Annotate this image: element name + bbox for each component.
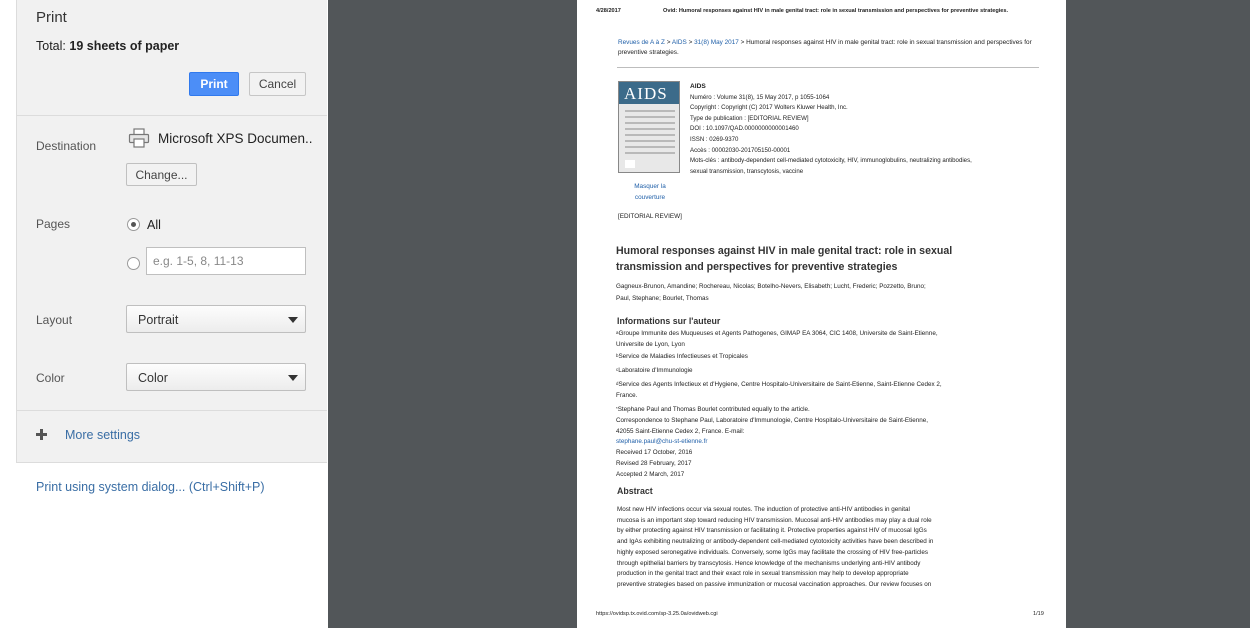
divider (16, 115, 327, 116)
email-link[interactable]: stephane.paul@chu-st-etienne.fr (616, 438, 708, 446)
print-title: Print (36, 9, 67, 26)
dropdown-arrow-icon (288, 375, 298, 381)
print-preview-page (577, 0, 1066, 628)
color-select-value: Color (138, 371, 168, 385)
divider (16, 462, 327, 463)
journal-cover-logo: AIDS (624, 84, 668, 103)
page-header-date: 4/28/2017 (596, 8, 621, 14)
abstract-line: highly exposed seronegative individuals. Conversely, some IgGs may facilitate the crossing of HIV free-particles (617, 548, 929, 556)
dropdown-arrow-icon (288, 317, 298, 323)
color-label: Color (36, 371, 65, 385)
color-select[interactable] (126, 363, 306, 391)
page-header-title: Ovid: Humoral responses against HIV in male genital tract: role in sexual transmission and perspectives for preventive strategies. (663, 8, 1009, 14)
pages-all-radio[interactable] (127, 218, 140, 231)
divider (16, 410, 327, 411)
abstract-line: by either protecting against HIV transmission or facilitating it. Protective properties against HIV of mucosal IgGs (617, 527, 927, 535)
abstract-line: and IgAs exhibiting neutralizing or antibody-dependent cell-mediated cytotoxicity activities have been described in (617, 538, 934, 546)
breadcrumb (618, 38, 1038, 58)
destination-printer-name: Microsoft XPS Documen.. (158, 131, 313, 146)
abstract-line: through epithelial barriers by transcytosis. Hence knowledge of the mechanisms underlying anti-HIV antibody (617, 559, 921, 567)
abstract-line: preventive strategies based on passive immunization or mucosal vaccination approaches. Our review focuses on (617, 580, 932, 588)
article-metadata (690, 82, 1040, 177)
breadcrumb-separator: > (666, 39, 671, 46)
meta-doi: DOI : 10.1097/QAD.0000000000001460 (690, 125, 799, 133)
author-info-heading: Informations sur l'auteur (617, 316, 721, 326)
affiliation-a: $^a$Groupe Immunite des Muqueuses et Agents Pathogenes, GIMAP EA 3064, CIC 1408, Universite de Saint-Etienne, Universite de Lyon, Lyon (616, 330, 938, 348)
breadcrumb-link-revues[interactable]: Revues de A à Z (618, 39, 665, 46)
meta-issue: Numéro : Volume 31(8), 15 May 2017, p 1055-1064 (690, 93, 830, 101)
affiliation-d: $^d$Service des Agents Infectieux et d'Hygiene, Centre Hospitalo-Universitaire de Saint-Etienne, Saint-Etienne Cedex 2, France. (616, 381, 942, 399)
abstract-line: Most new HIV infections occur via sexual routes. The induction of protective anti-HIV antibodies in genital (617, 506, 910, 513)
article-authors: Gagneux-Brunon, Amandine; Rochereau, Nicolas; Botelho-Nevers, Elisabeth; Lucht, Frederic; Pozzetto, Bruno; Paul, Stephane; Bourlet, Thomas (616, 283, 926, 302)
change-destination-button[interactable]: Change... (126, 163, 197, 186)
abstract-heading: Abstract (617, 486, 653, 496)
affiliation-b: $^b$Service de Maladies Infectieuses et Tropicales (616, 353, 748, 360)
meta-issn: ISSN : 0269-9370 (690, 135, 739, 143)
abstract-line: production in the genital tract and their exact role in sexual transmission may help to develop appropriate (617, 570, 909, 578)
meta-access: Accès : 00002030-201705150-00001 (690, 146, 791, 154)
printer-icon (128, 128, 150, 148)
meta-journal: AIDS (690, 83, 706, 90)
article-title: Humoral responses against HIV in male genital tract: role in sexual transmission and perspectives for preventive strategies (616, 245, 953, 273)
editorial-type: [EDITORIAL REVIEW] (618, 213, 682, 220)
cancel-button[interactable]: Cancel (249, 72, 306, 96)
plus-icon[interactable] (36, 429, 47, 440)
breadcrumb-current: Humoral responses against HIV in male genital tract: role in sexual transmission and perspectives for preventive strategies. (618, 39, 1032, 56)
divider (617, 67, 1039, 68)
more-settings-link[interactable]: More settings (65, 428, 141, 442)
system-dialog-link[interactable]: Print using system dialog... (Ctrl+Shift+P) (36, 480, 265, 494)
hide-cover-link[interactable]: Masquer la couverture (634, 183, 666, 201)
pages-all-label: All (147, 218, 161, 232)
breadcrumb-separator: > (740, 39, 745, 46)
total-sheets (36, 39, 179, 53)
page-footer-url: https://ovidsp.tx.ovid.com/sp-3.25.0a/ovidweb.cgi (596, 611, 718, 617)
affiliation-c: $^c$Laboratoire d'Immunologie (616, 367, 693, 374)
total-value: 19 sheets of paper (69, 39, 180, 53)
print-button[interactable]: Print (189, 72, 239, 96)
meta-copyright: Copyright : Copyright (C) 2017 Wolters Kluwer Health, Inc. (690, 104, 848, 112)
layout-select-value: Portrait (138, 313, 179, 327)
breadcrumb-separator: > (688, 39, 693, 46)
pages-custom-radio[interactable] (127, 257, 140, 270)
layout-select[interactable] (126, 305, 306, 333)
abstract-text (617, 505, 1007, 591)
meta-keywords: Mots-clés : antibody-dependent cell-mediated cytotoxicity, HIV, immunoglobulins, neutralizing antibodies, (690, 157, 972, 165)
breadcrumb-link-aids[interactable]: AIDS (671, 39, 687, 46)
breadcrumb-link-issue[interactable]: 31(8) May 2017 (694, 39, 739, 46)
journal-cover (618, 81, 680, 173)
pages-label: Pages (36, 217, 71, 231)
destination-label: Destination (36, 139, 97, 153)
meta-keywords-cont: sexual transmission, transcytosis, vaccine (690, 167, 804, 175)
layout-label: Layout (36, 313, 73, 327)
meta-type: Type de publication : [EDITORIAL REVIEW] (690, 114, 809, 122)
pages-custom-input[interactable] (146, 247, 306, 275)
correspondence-block: *Stephane Paul and Thomas Bourlet contributed equally to the article. Correspondence to Stephane Paul, Laboratoire d'Immunologie, Centre Hospitalo-Universitaire de Saint-Etienne, 42055 Saint-Etienne Cedex 2, France. E-mail: stephane.paul@chu-st-etienne.fr Received 17 October, 2016 Revised 28 February, 2017 Accepted 2 March, 2017 (616, 405, 1036, 481)
page-footer-number: 1/19 (1033, 611, 1044, 617)
abstract-line: mucosa is an important step toward reducing HIV transmission. Mucosal anti-HIV antibodies may play a dual role (617, 516, 932, 524)
total-label: Total: (36, 39, 66, 53)
